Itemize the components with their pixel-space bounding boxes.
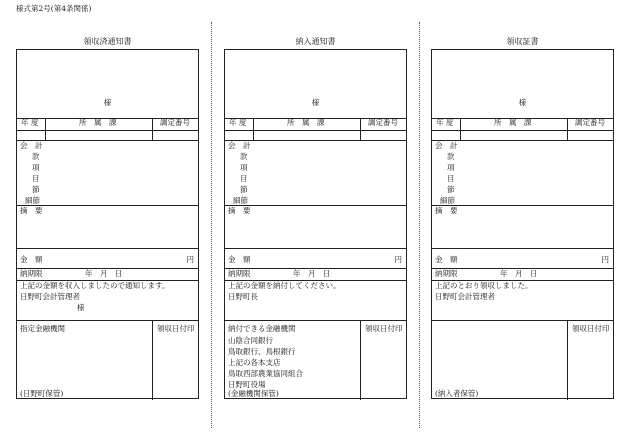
- account-label: 目: [447, 174, 455, 183]
- institution-label: 納付できる金融機関: [228, 324, 296, 333]
- account-label: 細節: [233, 196, 248, 205]
- message-line: 上記の金額を収入しましたので通知します。: [20, 281, 170, 290]
- stamp-rule: [567, 320, 568, 400]
- keeper-note: (金融機関保管): [228, 389, 279, 398]
- account-label: 細節: [25, 196, 40, 205]
- keeper-note: (納入者保管): [435, 389, 479, 398]
- col-rule: [360, 118, 361, 140]
- account-label: 項: [447, 163, 455, 172]
- account-label: 項: [240, 163, 248, 172]
- form-rule: [17, 248, 198, 249]
- cut-line-2: [419, 22, 420, 428]
- stamp-label: 領収日付印: [157, 324, 195, 333]
- form-1: [16, 49, 199, 399]
- message-line: 日野町会計管理者: [435, 292, 495, 301]
- summary-label: 摘 要: [435, 206, 458, 215]
- account-label: 款: [32, 152, 40, 161]
- form-heading: 領収証書: [506, 37, 539, 46]
- deadline-label: 納期限: [20, 269, 43, 278]
- form-rule: [432, 140, 613, 141]
- message-line: 上記のとおり領収しました。: [435, 281, 533, 290]
- header-year: 年 度: [229, 118, 247, 127]
- amount-label: 金 額: [20, 255, 43, 264]
- stamp-label: 領収日付印: [572, 324, 610, 333]
- header-year: 年 度: [21, 118, 39, 127]
- header-assessment-no: 調定番号: [575, 118, 605, 127]
- addressee-suffix: 様: [311, 98, 320, 107]
- deadline-date: 年 月 日: [85, 269, 123, 278]
- deadline-date: 年 月 日: [500, 269, 538, 278]
- account-label: 節: [32, 185, 40, 194]
- col-rule: [567, 118, 568, 140]
- form-rule: [225, 140, 406, 141]
- form-rule: [225, 205, 406, 206]
- stamp-label: 領収日付印: [365, 324, 403, 333]
- summary-label: 摘 要: [228, 206, 251, 215]
- amount-unit: 円: [601, 255, 609, 264]
- form-rule: [432, 205, 613, 206]
- cut-line-1: [211, 22, 212, 428]
- keeper-note: (日野町保管): [20, 389, 64, 398]
- form-rule: [17, 140, 198, 141]
- stamp-rule: [152, 320, 153, 400]
- form-rule: [17, 320, 198, 321]
- col-rule: [253, 118, 254, 140]
- account-label: 会 計: [228, 141, 251, 150]
- header-year: 年 度: [436, 118, 454, 127]
- form-3: [431, 49, 614, 399]
- deadline-label: 納期限: [435, 269, 458, 278]
- addressee-suffix: 様: [518, 98, 527, 107]
- form-2: [224, 49, 407, 399]
- form-heading: 納入通知書: [295, 37, 336, 46]
- summary-label: 摘 要: [20, 206, 43, 215]
- amount-label: 金 額: [435, 255, 458, 264]
- form-rule: [17, 205, 198, 206]
- form-rule: [225, 320, 406, 321]
- col-rule: [152, 118, 153, 140]
- amount-unit: 円: [186, 255, 194, 264]
- header-assessment-no: 調定番号: [368, 118, 398, 127]
- col-rule: [460, 118, 461, 140]
- account-label: 項: [32, 163, 40, 172]
- addressee-suffix: 様: [103, 98, 112, 107]
- message-line: 日野町会計管理者: [20, 292, 80, 301]
- header-department: 所 属 課: [494, 118, 532, 127]
- amount-label: 金 額: [228, 255, 251, 264]
- account-label: 会 計: [435, 141, 458, 150]
- form-rule: [225, 248, 406, 249]
- message-line: 上記の金額を納付してください。: [228, 281, 341, 290]
- institution-line: 鳥取銀行、鳥根銀行: [228, 347, 296, 356]
- message-line: 様: [77, 303, 85, 312]
- deadline-label: 納期限: [228, 269, 251, 278]
- header-department: 所 属 課: [287, 118, 325, 127]
- account-label: 節: [447, 185, 455, 194]
- col-rule: [45, 118, 46, 140]
- amount-unit: 円: [394, 255, 402, 264]
- form-heading: 領収済通知書: [83, 37, 132, 46]
- institution-line: 日野町役場: [228, 380, 266, 389]
- page-title: 様式第2号(第4条関係): [16, 4, 92, 13]
- account-label: 細節: [440, 196, 455, 205]
- account-label: 目: [240, 174, 248, 183]
- form-rule: [432, 320, 613, 321]
- institution-label: 指定金融機関: [20, 324, 65, 333]
- account-label: 会 計: [20, 141, 43, 150]
- message-line: 日野町長: [228, 292, 258, 301]
- account-label: 款: [240, 152, 248, 161]
- header-department: 所 属 課: [79, 118, 117, 127]
- account-label: 節: [240, 185, 248, 194]
- stamp-rule: [360, 320, 361, 400]
- institution-line: 上記の各本支店: [228, 358, 281, 367]
- institution-line: 鳥取西部農業協同組合: [228, 369, 303, 378]
- account-label: 款: [447, 152, 455, 161]
- institution-line: 山陰合同銀行: [228, 336, 273, 345]
- form-rule: [432, 248, 613, 249]
- account-label: 目: [32, 174, 40, 183]
- deadline-date: 年 月 日: [293, 269, 331, 278]
- header-assessment-no: 調定番号: [160, 118, 190, 127]
